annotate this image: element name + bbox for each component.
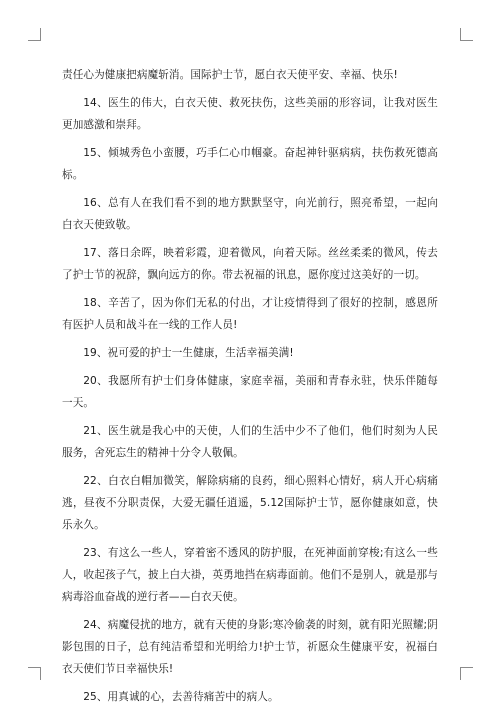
paragraph-21: 21、医生就是我心中的天使，人们的生活中少不了他们，他们时刻为人民服务，舍死忘生的精神十分令人敬佩。 bbox=[62, 425, 438, 459]
crop-mark-bottom-left bbox=[28, 667, 41, 680]
crop-mark-top-right bbox=[460, 28, 473, 41]
paragraph-15: 15、倾城秀色小蛮腰，巧手仁心巾帼豪。奋起神针驱病病，扶伤救死德高标。 bbox=[62, 147, 438, 181]
paragraph-18: 18、辛苦了，因为你们无私的付出，才让疫情得到了很好的控制，感恩所有医护人员和战斗在一线的工作人员! bbox=[62, 297, 438, 331]
paragraph-17: 17、落日余晖，映着彩霞，迎着微风，向着天际。丝丝柔柔的微风，传去了护士节的祝辞，飘向远方的你。带去祝福的讯息，愿你度过这美好的一切。 bbox=[62, 247, 438, 281]
paragraph-25: 25、用真诚的心，去善待痛苦中的病人。 bbox=[83, 691, 279, 703]
crop-mark-bottom-right bbox=[460, 667, 473, 680]
paragraph-23: 23、有这么一些人，穿着密不透风的防护服，在死神面前穿梭;有这么一些人，收起孩子气，披上白大褂，英勇地挡在病毒面前。他们不是别人，就是那与病毒浴血奋战的逆行者——白衣天使。 bbox=[62, 547, 438, 603]
paragraph-22: 22、白衣白帽加微笑，解除病痛的良药，细心照料心情好，病人开心病痛逃，昼夜不分职责保，大爱无疆任逍遥，5.12国际护士节，愿你健康如意，快乐永久。 bbox=[62, 475, 438, 531]
crop-mark-top-left bbox=[28, 28, 41, 41]
paragraph-continuation: 责任心为健康把病魔斩消。国际护士节，愿白衣天使平安、幸福、快乐! bbox=[62, 69, 398, 81]
paragraph-19: 19、祝可爱的护士一生健康，生活幸福美满! bbox=[83, 347, 294, 359]
paragraph-20: 20、我愿所有护士们身体健康，家庭幸福，美丽和青春永驻，快乐伴随每一天。 bbox=[62, 375, 438, 409]
paragraph-24: 24、病魔侵扰的地方，就有天使的身影;寒冷偷袭的时刻，就有阳光照耀;阴影包围的日子，总有纯洁希望和光明给力!护士节，祈愿众生健康平安，祝福白衣天使们节日幸福快乐! bbox=[62, 619, 438, 675]
paragraph-14: 14、医生的伟大，白衣天使、救死扶伤，这些美丽的形容词，让我对医生更加感激和崇拜。 bbox=[62, 97, 438, 131]
paragraph-16: 16、总有人在我们看不到的地方默默坚守，向光前行，照亮希望，一起向白衣天使致敬。 bbox=[62, 197, 438, 231]
document-body bbox=[62, 64, 438, 714]
